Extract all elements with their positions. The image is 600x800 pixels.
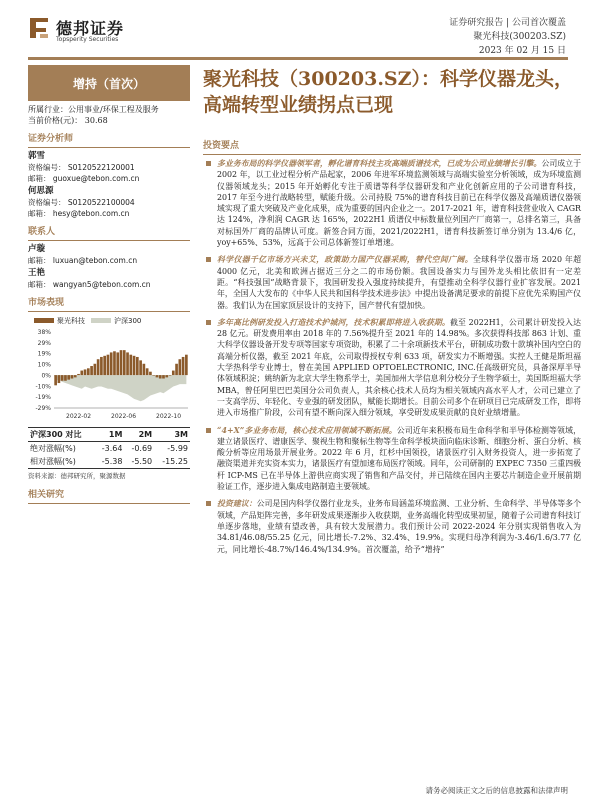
table-cell: -15.25: [154, 455, 190, 469]
performance-table: [28, 427, 190, 469]
analyst-item: [28, 151, 190, 184]
summary-section-title: 投资要点: [203, 138, 581, 155]
paragraph-lead: 多年高比例研发投入打造技术护城河，技术积累即将进入收获期。: [217, 317, 450, 327]
stock-bar: [146, 368, 149, 375]
table-cell: -5.50: [124, 455, 154, 469]
brand-name-cn: 德邦证券: [56, 19, 125, 38]
stock-bar: [156, 375, 159, 377]
analyst-name: 何思源: [28, 186, 54, 196]
report-type: 证券研究报告 | 公司首次覆盖: [449, 18, 566, 28]
stock-bar: [67, 375, 70, 380]
analyst-email[interactable]: 邮箱： hesy@tebon.com.cn: [28, 209, 130, 218]
stock-bar: [120, 350, 123, 375]
table-cell: -5.99: [167, 444, 188, 453]
rating-badge: 增持（首次）: [28, 65, 190, 101]
table-header-cell: 沪深300 对比: [28, 428, 95, 442]
brand-mark-icon: [28, 16, 50, 40]
paragraph-lead: 科学仪器千亿市场方兴未艾，政策助力国产仪器采购，替代空间广阔。: [217, 255, 473, 265]
stock-bar: [139, 360, 142, 375]
report-date: 2023 年 02 月 15 日: [478, 46, 566, 56]
table-header-cell: 3M: [154, 428, 190, 442]
stock-bar: [61, 375, 64, 381]
y-tick-label: -19%: [35, 394, 51, 402]
stock-bar: [77, 374, 80, 375]
stock-bar: [149, 372, 152, 375]
contact-email[interactable]: 邮箱： luxuan@tebon.com.cn: [28, 256, 138, 265]
stock-bar: [84, 369, 87, 375]
y-tick-label: 19%: [37, 350, 51, 358]
stock-bar: [110, 352, 113, 375]
legend-item-stock: [34, 316, 85, 327]
summary-paragraph: [203, 498, 581, 554]
table-cell: -0.69: [131, 444, 153, 453]
market-performance-chart: [28, 315, 190, 425]
analyst-cert: 资格编号： S0120522120001: [28, 163, 135, 172]
paragraph-lead: 投资建议：: [217, 499, 257, 509]
stock-bar: [80, 371, 83, 376]
legend-label-index: 沪深300: [114, 316, 142, 325]
stock-bar: [71, 375, 74, 378]
paragraph-lead: 多业务布局的科学仪器领军者，孵化谱育科技主攻高端质谱技术，已成为公司业绩增长引擎。: [217, 159, 542, 168]
company-code: 聚光科技(300203.SZ): [473, 32, 566, 42]
stock-bar: [172, 371, 175, 376]
table-cell: -3.64: [101, 444, 123, 453]
analysts-section-title: 证券分析师: [28, 134, 190, 148]
chart-legend: [34, 315, 190, 327]
table-row: [28, 455, 190, 469]
chart-plot: [28, 328, 190, 424]
related-research-title: 相关研究: [28, 490, 190, 504]
y-tick-label: 29%: [37, 339, 51, 347]
stock-bar: [159, 375, 162, 378]
stock-bar: [107, 355, 110, 375]
industry-line: 所属行业：公用事业/环保工程及服务: [28, 105, 159, 114]
table-cell: 相对涨幅(%): [28, 455, 95, 469]
paragraph-body: 截至 2022H1，公司累计研发投入达 28 亿元。研发费用率由 2018 年的 7.56%提升至 2021 年的 14.98%。多次获得科技部 863 计划、重大科学仪器设备开发专项等国家专项资助，积累了二十余项新技术平台，研制成功数十款填补国内空白的高端分析仪器，截至 2021 年底，公司取得授权专利 633 项，研发实力不断增强。实控人王健是斯坦福大学热科学专业博士，曾在美国 APPLIED OPTOELECTRONIC, INC.任高级研究员，具备深厚半导体领域积淀；姚纳新为北京大学生物系学士，美国加州大学信息利分校分子生物学硕士，美国斯坦福大学 MBA，曾任阿里巴巴美国分公司负责人，其余核心技术人员均为相关领域内高水平人才，公司已建立了一支高学历、年轻化、专业强的研发团队，赋能长期增长。目前公司多个在研项目已完成研发工作，即将进入市场推广阶段，公司有望不断向深入细分领域，享受研发成果贡献的良好业绩增量。: [217, 317, 581, 418]
paragraph-lead: “4+X”多业务布局，核心技术应用领域不断拓展。: [217, 425, 397, 435]
stock-bar: [182, 357, 185, 375]
contact-item: [28, 244, 190, 266]
table-cell: 绝对涨幅(%): [30, 444, 76, 453]
table-source: 资料来源：德邦研究所，聚源数据: [28, 472, 126, 480]
y-tick-label: 38%: [37, 329, 51, 336]
stock-bar: [58, 375, 61, 383]
x-tick-label: 2022-10: [156, 413, 182, 420]
index-area: [54, 375, 186, 401]
stock-bar: [94, 364, 97, 375]
analyst-cert: 资格编号： S0120522100004: [28, 198, 135, 207]
summary-body: [203, 158, 581, 561]
y-tick-label: 10%: [37, 361, 51, 369]
stock-bar: [143, 364, 146, 375]
y-tick-label: -29%: [35, 405, 51, 412]
stock-bar: [74, 375, 77, 377]
table-header-cell: 2M: [124, 428, 154, 442]
price-line: 当前价格(元)： 30.68: [28, 116, 108, 125]
stock-bar: [162, 375, 165, 378]
paragraph-body: 全球科学仪器市场 2020 年超 4000 亿元，北美和欧洲占据近三分之二的市场份额。我国设备实力与国外龙头相比依旧有一定差距。“科技强国”战略背景下，我国研发投入强度持续提升，有望推动全科学仪器行业扩容发展。2021 年，全国人大发布的《中华人民共和国科学技术进步法》中提出设备满足要求的前提下应优先采购国产仪器。我们认为在国家顶层设计的支持下，国产替代有望加快。: [217, 255, 581, 310]
analyst-item: [28, 186, 190, 219]
stock-bar: [100, 357, 103, 375]
stock-bar: [175, 364, 178, 375]
stock-bar: [133, 356, 136, 375]
table-header-row: [28, 428, 190, 442]
report-title: 聚光科技（300203.SZ）：科学仪器龙头，高端转型业绩拐点已现: [203, 68, 574, 116]
legend-label-stock: 聚光科技: [57, 316, 85, 325]
stock-bar: [129, 355, 132, 375]
stock-bar: [123, 350, 126, 375]
summary-paragraph: [203, 158, 581, 248]
stock-bar: [103, 356, 106, 375]
summary-paragraph: [203, 254, 581, 310]
stock-bar: [90, 366, 93, 375]
stock-bar: [185, 355, 188, 375]
stock-bar: [178, 359, 181, 375]
analyst-email[interactable]: 邮箱： guoxue@tebon.com.cn: [28, 174, 140, 183]
contact-email[interactable]: 邮箱： wangyan5@tebon.com.cn: [28, 280, 151, 289]
header-divider: [28, 57, 568, 60]
brand-name-en: Topsperity Securities: [56, 36, 119, 43]
report-header-info: [449, 16, 566, 58]
stock-bar: [64, 375, 67, 381]
paragraph-body: 公司近年来积极布局生命科学和半导体检测等领域，建立诸景医疗、谱康医学、聚视生物和聚标生物等生命科学板块面向临床诊断、细胞分析、蛋白分析、核酸分析等应用场景开展业务。2022 年 6 月，红杉中国领投，诸景医疗引入财务投资人，进一步拓宽了融资渠道并充实资本实力，诸景医疗有望加速布局医疗领域。同年，公司研制的 EXPEC 7350 三重四极杆 ICP-MS 已在半导体上游供应商实现了销售和产品交付，并已陆续在国内主要芯片制造企业开展前期验证工作，逐步进入集成电路制造主要领域。: [217, 425, 581, 492]
summary-paragraph: [203, 317, 581, 419]
legend-item-index: [91, 316, 141, 327]
stock-bar: [97, 359, 100, 375]
contact-item: [28, 268, 190, 290]
stock-bar: [116, 352, 119, 375]
analyst-name: 郭雪: [28, 151, 46, 161]
market-section-title: 市场表现: [28, 298, 190, 312]
stock-bar: [87, 368, 90, 375]
brand-logo: [28, 14, 158, 46]
summary-paragraph: [203, 425, 581, 493]
contact-name: 卢璇: [28, 244, 46, 254]
stock-bar: [165, 375, 168, 377]
legend-swatch-index: [91, 318, 111, 323]
disclaimer-footer: 请务必阅读正文之后的信息披露和法律声明: [425, 786, 568, 795]
y-tick-label: 0%: [41, 372, 51, 380]
table-row: [28, 442, 190, 456]
paragraph-body: 公司是国内科学仪器行业龙头，业务布局涵盖环境监测、工业分析、生命科学、半导体等多个领域，产品矩阵完善，多年研发成果逐渐步入收获期，业务高端化转型成果初显，随着子公司谱育科技订单逐步落地，业绩有望改善，具有较大发展潜力。我们预计公司 2022-2024 年分别实现销售收入为 34.81/46.08/55.25 亿元，同比增长-7.2%、32.4%、19.9%。实现归母净利润为-3.46/1.6/3.77 亿元，同比增长-48.7%/146.4%/134.9%。首次覆盖，给予“增持”: [217, 499, 581, 554]
x-tick-label: 2022-06: [111, 413, 137, 420]
left-sidebar: [28, 104, 190, 507]
stock-bar: [54, 375, 57, 385]
x-tick-label: 2022-02: [66, 413, 92, 420]
stock-bar: [126, 352, 129, 375]
legend-swatch-stock: [34, 318, 54, 323]
stock-bar: [136, 357, 139, 375]
stock-bar: [152, 375, 155, 376]
contact-name: 王艳: [28, 268, 46, 278]
stock-bar: [169, 375, 172, 376]
table-header-cell: 1M: [95, 428, 125, 442]
paragraph-body: 公司成立于 2002 年，以工业过程分析产品起家，2006 年进军环境监测领域与高端实验室分析领域，成为环境监测仪器领域龙头；2015 年开始孵化专注于质谱等科学仪器研发和产业化创新应用的子公司谱育科技，2017 年至今进行战略转型，赋能升级。公司持股 75%的谱育科技目前已在科学仪器及高端质谱仪器领域实现了重大突破及产业化成果，成为重要的国内企业之一。2017-2021 年，谱育科技营业收入 CAGR 达 124%，净利润 CAGR 达 165%，2022H1 质谱仪中标数量位列国产厂商第一，总排名第三，具备对标国外厂商的品牌认可度。新签合同方面，2021/2022H1，谱育科技新签订单分别为 13.4/6 亿，yoy+65%、53%，远高于公司总体新签订单增速。: [217, 159, 581, 248]
stock-bar: [113, 351, 116, 375]
y-tick-label: -10%: [35, 383, 51, 391]
table-cell: -5.38: [95, 455, 125, 469]
contacts-section-title: 联系人: [28, 227, 190, 241]
